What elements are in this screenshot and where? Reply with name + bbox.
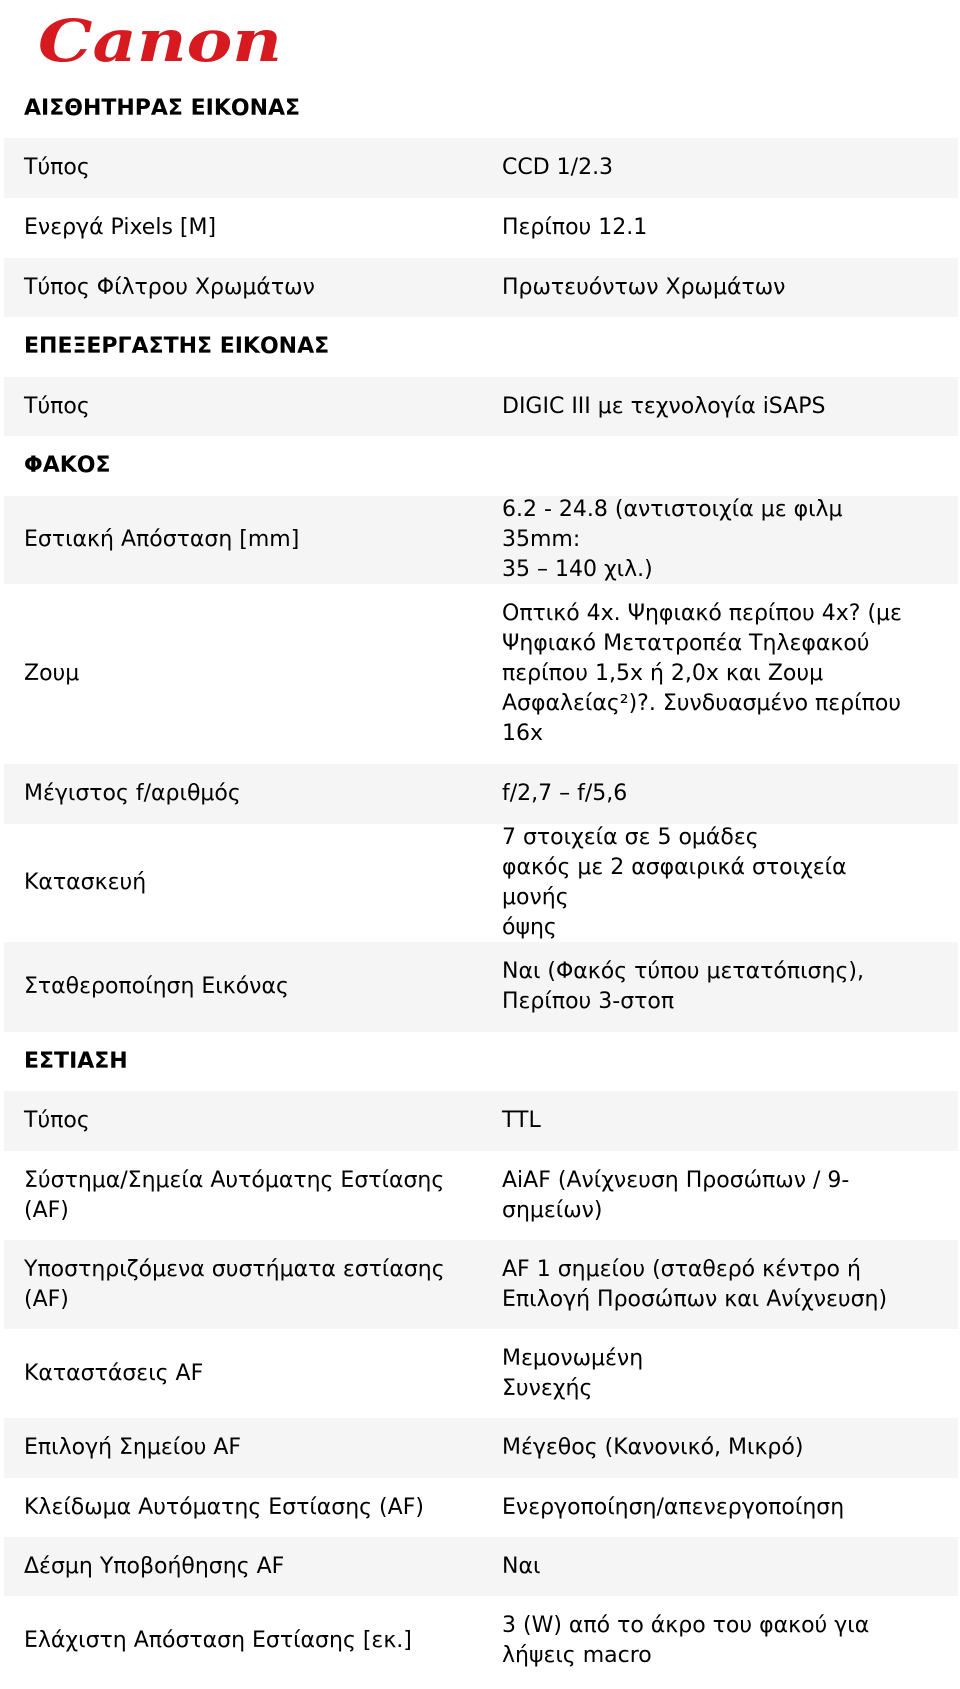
- spec-row: [4, 1240, 958, 1329]
- section-header: [4, 317, 958, 377]
- section-header: [4, 1032, 958, 1091]
- spec-value: 3 (W) από το άκρο του φακού για λήψεις macro: [502, 1612, 870, 1668]
- spec-label: Δέσμη Υποβοήθησης AF: [24, 1553, 285, 1579]
- spec-row: [4, 198, 958, 258]
- spec-table: [4, 80, 958, 1685]
- spec-value: 6.2 - 24.8 (αντιστοιχία με φιλμ 35mm: 35 – 140 χιλ.): [502, 497, 843, 582]
- spec-row: [4, 496, 958, 584]
- spec-row: [4, 1151, 958, 1240]
- spec-label: Ενεργά Pixels [M]: [24, 215, 217, 240]
- spec-label: Υποστηριζόμενα συστήματα εστίασης (AF): [24, 1256, 445, 1312]
- spec-row: [4, 1418, 958, 1478]
- spec-label: Τύπος: [24, 393, 90, 419]
- spec-row: [4, 1329, 958, 1418]
- spec-row: [4, 824, 958, 942]
- spec-label: Κλείδωμα Αυτόματης Εστίασης (AF): [24, 1494, 424, 1520]
- spec-value: TTL: [502, 1108, 541, 1133]
- section-title: ΕΣΤΙΑΣΗ: [24, 1048, 128, 1074]
- spec-row: [4, 1537, 958, 1596]
- spec-value: DIGIC III με τεχνολογία iSAPS: [502, 393, 826, 419]
- spec-label: Καταστάσεις AF: [24, 1360, 204, 1386]
- spec-row: [4, 584, 958, 764]
- spec-row: [4, 377, 958, 436]
- section-title: ΕΠΕΞΕΡΓΑΣΤΗΣ ΕΙΚΟΝΑΣ: [24, 334, 330, 359]
- spec-label: Μέγιστος f/αριθμός: [24, 781, 241, 806]
- spec-value: f/2,7 – f/5,6: [502, 781, 628, 806]
- spec-row: [4, 258, 958, 317]
- spec-value: Περίπου 12.1: [502, 215, 648, 240]
- spec-value: CCD 1/2.3: [502, 155, 614, 180]
- spec-label: Ελάχιστη Απόσταση Εστίασης [εκ.]: [24, 1627, 412, 1653]
- section-title: ΑΙΣΘΗΤΗΡΑΣ ΕΙΚΟΝΑΣ: [24, 96, 301, 121]
- spec-value: AiAF (Ανίχνευση Προσώπων / 9- σημείων): [502, 1167, 850, 1223]
- spec-row: [4, 942, 958, 1032]
- spec-value: Πρωτευόντων Χρωμάτων: [502, 274, 786, 300]
- spec-row: [4, 1478, 958, 1537]
- section-header: [4, 436, 958, 496]
- spec-value: AF 1 σημείου (σταθερό κέντρο ή Επιλογή Προσώπων και Ανίχνευση): [502, 1256, 888, 1312]
- spec-label: Σταθεροποίηση Εικόνας: [24, 974, 289, 999]
- canon-logo-text: Canon: [38, 10, 282, 70]
- canon-logo: [36, 10, 286, 70]
- spec-label: Τύπος: [24, 155, 90, 180]
- spec-row: [4, 1596, 958, 1685]
- spec-row: [4, 764, 958, 824]
- spec-label: Εστιακή Απόσταση [mm]: [24, 527, 300, 552]
- spec-label: Τύπος: [24, 1108, 90, 1133]
- spec-label: Ζουμ: [24, 661, 80, 686]
- spec-value: Ενεργοποίηση/απενεργοποίηση: [502, 1494, 845, 1520]
- spec-label: Επιλογή Σημείου AF: [24, 1435, 242, 1460]
- spec-value: 7 στοιχεία σε 5 ομάδες φακός με 2 ασφαιρικά στοιχεία μονής όψης: [502, 825, 847, 940]
- spec-label: Σύστημα/Σημεία Αυτόματης Εστίασης (AF): [24, 1167, 445, 1223]
- spec-row: [4, 1091, 958, 1151]
- section-title: ΦΑΚΟΣ: [24, 453, 111, 478]
- spec-value: Μεμονωμένη Συνεχής: [502, 1345, 644, 1401]
- spec-value: Μέγεθος (Κανονικό, Μικρό): [502, 1435, 804, 1460]
- canon-logo-image: [36, 10, 286, 70]
- section-header: [4, 80, 958, 138]
- spec-row: [4, 138, 958, 198]
- spec-label: Τύπος Φίλτρου Χρωμάτων: [24, 274, 315, 300]
- spec-value: Οπτικό 4x. Ψηφιακό περίπου 4x? (με Ψηφιακό Μετατροπέα Τηλεφακού περίπου 1,5x ή 2,0x και Ζουμ Ασφαλείας²)?. Συνδυασμένο περίπου 16x: [502, 601, 902, 746]
- spec-value: Ναι: [502, 1553, 541, 1579]
- spec-value: Ναι (Φακός τύπου μετατόπισης), Περίπου 3-στοπ: [502, 959, 864, 1014]
- spec-label: Κατασκευή: [24, 870, 147, 895]
